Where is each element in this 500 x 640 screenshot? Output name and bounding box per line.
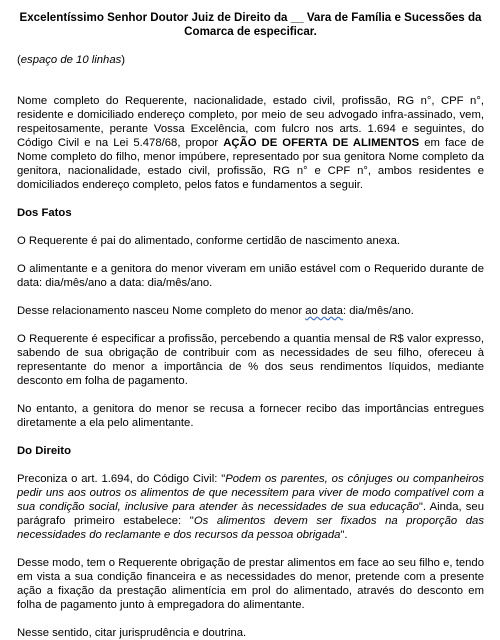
spacer-note [17,53,484,67]
direito-p1-c: ". [340,529,348,541]
intro-paragraph [17,94,484,192]
direito-paragraph-1 [17,472,484,542]
fatos-paragraph-4: O Requerente é especificar a profissão, percebendo a quantia mensal de R$ valor expresso, sabendo de sua obrigação de contribuir com as necessidades de seu filho, ofereceu à representante do menor a importância de % dos seus rendimentos líquidos, mediante desconto em folha de pagamento. [17,333,484,387]
quote-art-1694: Podem os parentes, os cônjuges ou companheiros pedir uns aos outros os alimentos de que necessitem para viver de modo compatível com a sua condição social, inclusive para atender às necessidades de sua educação [17,473,484,513]
fatos-p3-after: : dia/mês/ano. [342,305,414,317]
fatos-paragraph-5: No entanto, a genitora do menor se recusa a fornecer recibo das importâncias entregues diretamente a ela pelo alimentante. [17,403,484,429]
spellcheck-marked-text: ao data [305,305,343,317]
direito-paragraph-2: Desse modo, tem o Requerente obrigação de prestar alimentos em face ao seu filho e, tendo em vista a sua condição financeira e as necessidades do menor, pretende com a presente ação a fixação da prestação alimentícia em prol do alimentado, através do desconto em folha de pagamento junto à empregadora do alimentante. [17,557,484,611]
quote-paragrafo-primeiro: Os alimentos devem ser fixados na proporção das necessidades do reclamante e dos recursos da pessoa obrigada [17,515,484,541]
spacer-open: ( [17,54,21,66]
document-heading: Excelentíssimo Senhor Doutor Juiz de Direito da __ Vara de Família e Sucessões da Comarca de especificar. [19,11,482,38]
intro-part1: Nome completo do Requerente, nacionalidade, estado civil, profissão, RG n°, CPF n°, residente e domiciliado endereço completo, por meio de seu advogado infra-assinado, vem, respeitosamente, perante Vossa Excelência, com fulcro nos arts. 1.694 e seguintes, do Código Civil e na Lei 5.478/68, propor [17,95,484,149]
direito-paragraph-3: Nesse sentido, citar jurisprudência e doutrina. [17,627,247,639]
direito-p1-b: ". Ainda, seu parágrafo primeiro estabelece: " [17,501,484,527]
fatos-p3-before: Desse relacionamento nasceu Nome completo do menor [17,305,306,317]
action-title: AÇÃO DE OFERTA DE ALIMENTOS [223,137,420,149]
section-title-fatos: Dos Fatos [17,207,72,219]
section-title-direito: Do Direito [17,445,71,457]
fatos-paragraph-1: O Requerente é pai do alimentado, conforme certidão de nascimento anexa. [17,235,401,247]
intro-part2: em face de Nome completo do filho, menor impúbere, representado por sua genitora Nome completo da genitora, nacionalidade, estado civil, profissão, RG n° e CPF n°, ambos residentes e domiciliados endereço completo, pelos fatos e fundamentos a seguir. [17,137,484,191]
fatos-paragraph-3 [17,304,484,318]
direito-p1-a: Preconiza o art. 1.694, do Código Civil: " [17,473,226,485]
fatos-paragraph-2: O alimentante e a genitora do menor viveram em união estável com o Requerido durante de data: dia/mês/ano a data: dia/mês/ano. [17,263,484,289]
spacer-text: espaço de 10 linhas [20,54,122,66]
spacer-close: ) [121,54,126,66]
